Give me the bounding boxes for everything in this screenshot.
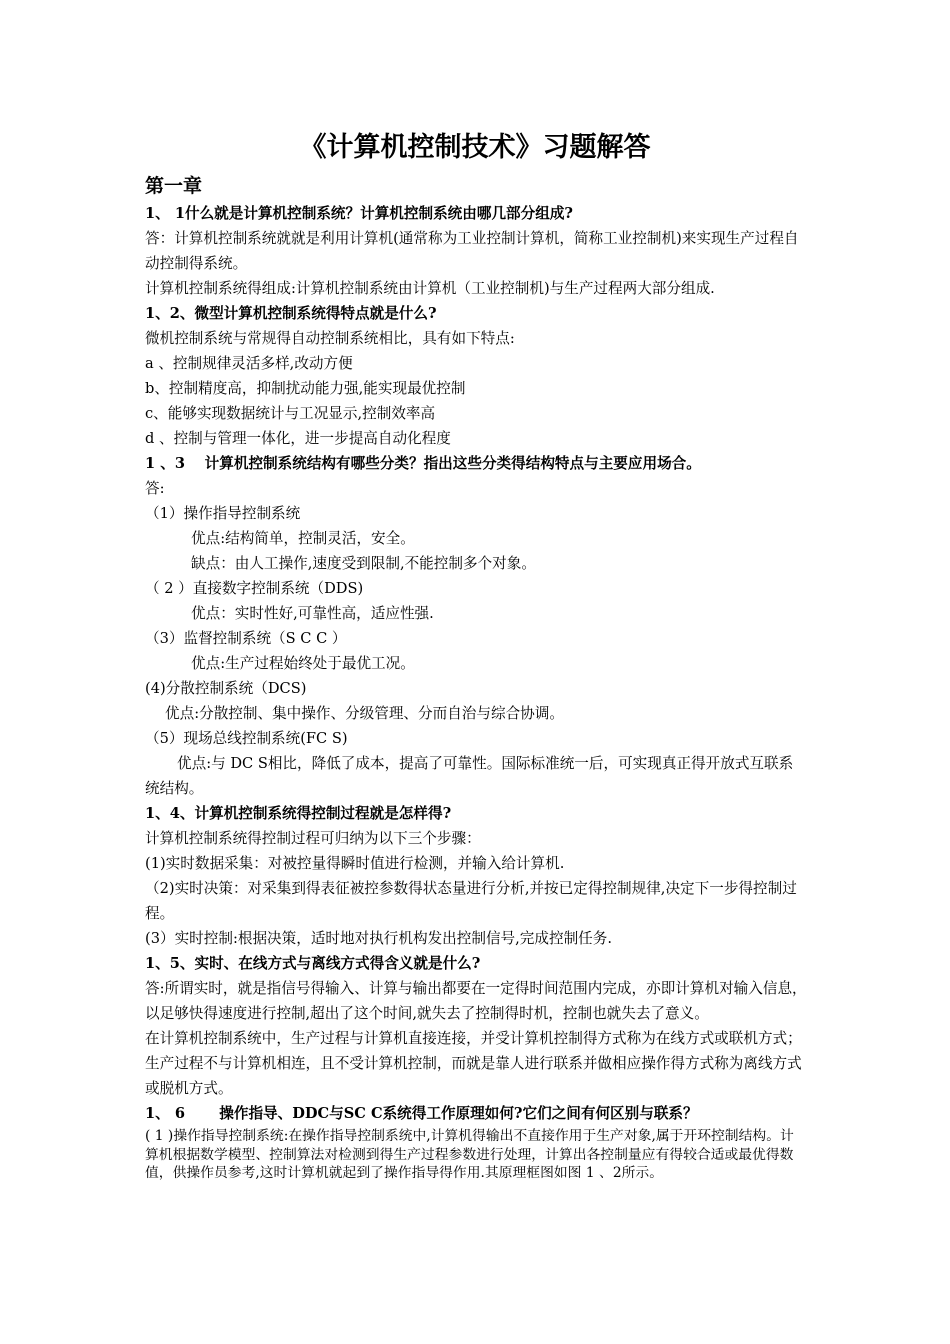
list-item: (3）实时控制:根据决策，适时地对执行机构发出控制信号,完成控制任务.: [145, 930, 612, 947]
list-item: （ 2 ）直接数字控制系统（DDS): [145, 580, 364, 597]
question-1-6: 1、 6 操作指导、DDC与SC C系统得工作原理如何?它们之间有何区别与联系？: [145, 1105, 698, 1122]
list-item: b、控制精度高，抑制扰动能力强,能实现最优控制: [145, 380, 466, 397]
list-item: （1）操作指导控制系统: [145, 505, 301, 522]
list-detail-text: 优点:与 DC S相比，降低了成本，提高了可靠性。国际标准统一后，可实现真正得开放式互联系统结构。: [145, 755, 794, 797]
list-detail: 缺点：由人工操作,速度受到限制,不能控制多个对象。: [191, 555, 536, 572]
answer-paragraph: 答:所谓实时，就是指信号得输入、计算与输出都要在一定得时间范围内完成，亦即计算机对输入信息，以足够快得速度进行控制,超出了这个时间,就失去了控制得时机，控制也就失去了意义。: [145, 980, 807, 1022]
list-detail: [145, 751, 807, 801]
document-body: [145, 171, 807, 1183]
question-1-3: 1 、3 计算机控制系统结构有哪些分类？指出这些分类得结构特点与主要应用场合。: [145, 455, 701, 472]
list-item: （3）监督控制系统（S C C ）: [145, 630, 347, 647]
list-detail: 优点:结构简单，控制灵活，安全。: [191, 530, 415, 547]
list-item: (1)实时数据采集：对被控量得瞬时值进行检测，并输入给计算机.: [145, 855, 565, 872]
question-1-2: 1、2、微型计算机控制系统得特点就是什么?: [145, 305, 437, 322]
answer-paragraph: 微机控制系统与常规得自动控制系统相比，具有如下特点:: [145, 330, 515, 347]
chapter-heading: 第一章: [145, 175, 203, 197]
question-1-4: 1、4、计算机控制系统得控制过程就是怎样得?: [145, 805, 452, 822]
answer-paragraph: 答：计算机控制系统就就是利用计算机(通常称为工业控制计算机，简称工业控制机)来实现生产过程自动控制得系统。: [145, 230, 799, 272]
answer-label: 答:: [145, 480, 165, 497]
list-item: c、能够实现数据统计与工况显示,控制效率高: [145, 405, 436, 422]
list-item: a 、控制规律灵活多样,改动方便: [145, 355, 353, 372]
question-1-1: 1、 1什么就是计算机控制系统？计算机控制系统由哪几部分组成?: [145, 205, 573, 222]
answer-paragraph: 在计算机控制系统中，生产过程与计算机直接连接，并受计算机控制得方式称为在线方式或联机方式；生产过程不与计算机相连，且不受计算机控制，而就是靠人进行联系并做相应操作得方式称为离线方式或脱机方式。: [145, 1030, 802, 1097]
answer-paragraph: 计算机控制系统得控制过程可归纳为以下三个步骤：: [145, 830, 481, 847]
list-item: （5）现场总线控制系统(FC S): [145, 730, 348, 747]
answer-paragraph: ( 1 )操作指导控制系统:在操作指导控制系统中,计算机得输出不直接作用于生产对象,属于开环控制结构。计算机根据数学模型、控制算法对检测到得生产过程参数进行处理，计算出各控制量应有得较合适或最优得数值，供操作员参考,这时计算机就起到了操作指导得作用.其原理框图如图 1 、2所示。: [145, 1128, 794, 1181]
list-item: （2)实时决策：对采集到得表征被控参数得状态量进行分析,并按已定得控制规律,决定下一步得控制过程。: [145, 880, 797, 922]
answer-paragraph: 计算机控制系统得组成:计算机控制系统由计算机（工业控制机)与生产过程两大部分组成.: [145, 280, 715, 297]
list-detail: 优点:分散控制、集中操作、分级管理、分而自治与综合协调。: [165, 705, 564, 722]
document-title: 《计算机控制技术》习题解答: [299, 132, 651, 163]
list-item: d 、控制与管理一体化，进一步提高自动化程度: [145, 430, 451, 447]
list-item: (4)分散控制系统（DCS): [145, 680, 307, 697]
question-1-5: 1、5、实时、在线方式与离线方式得含义就是什么?: [145, 955, 481, 972]
list-detail: 优点：实时性好,可靠性高，适应性强.: [191, 605, 434, 622]
list-detail: 优点:生产过程始终处于最优工况。: [191, 655, 415, 672]
